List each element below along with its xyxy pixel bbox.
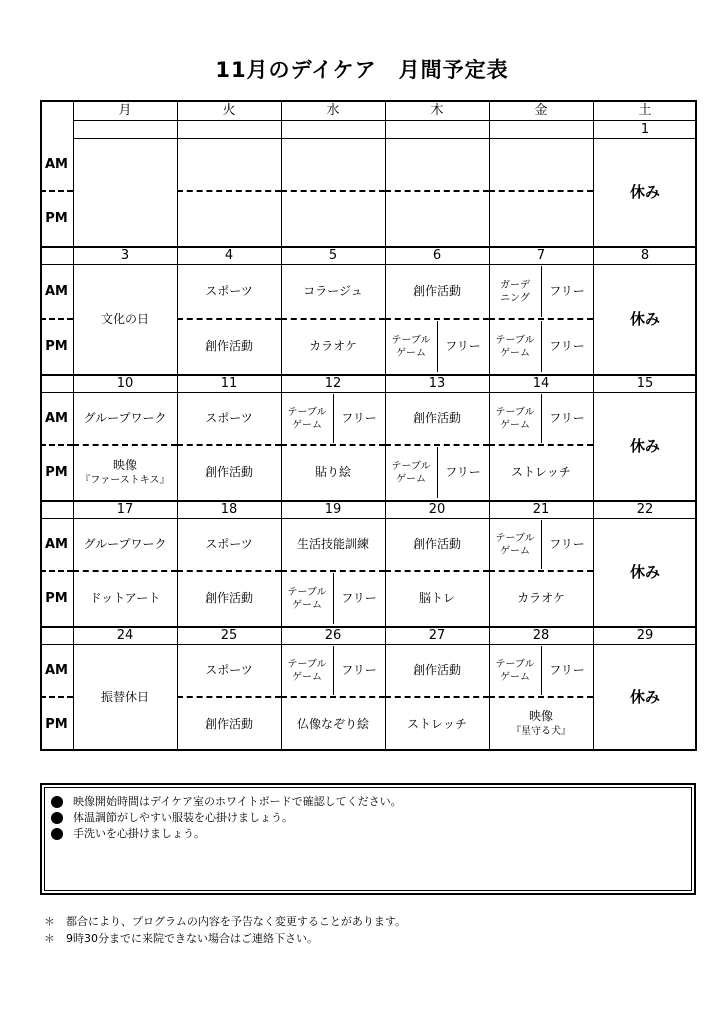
split-line [333,646,334,695]
activity-pm: カラオケ [309,339,357,353]
am-pm-divider [40,570,73,572]
day-cell [73,138,177,246]
movie-title: 『星守る犬』 [511,726,571,737]
date-label: 25 [220,627,238,643]
date-label: 5 [328,247,338,263]
activity-pm: 創作活動 [204,716,253,731]
calendar-table [40,100,697,751]
activity-am: スポーツ [205,411,253,425]
am-label: AM [45,663,68,678]
activity-am [385,138,489,191]
note-text: 手洗いを心掛けましょう。 [73,827,205,840]
activity-pm: 脳トレ [418,591,455,605]
split-line [541,321,542,372]
activity-am: 創作活動 [412,537,461,551]
date-label: 1 [640,121,650,137]
note-item [49,826,687,842]
footer-line [44,930,406,947]
activity-am: スポーツ [205,284,253,298]
footer-text: 都合により、プログラムの内容を予告なく変更することがあります。 [66,915,407,928]
asterisk-mark: ＊ [44,932,55,945]
activity-pm: 貼り絵 [314,465,351,479]
day-cell: 休み [629,436,660,455]
am-label: AM [45,537,68,552]
date-label: 20 [428,501,446,517]
split-line [333,394,334,443]
bullet-icon [51,812,63,824]
pm-label: PM [45,465,68,480]
date-label: 29 [636,627,654,643]
footer-line [44,913,406,930]
activity-pm-left: テーブル ゲーム [391,460,431,485]
weekday-header: 土 [638,102,652,118]
activity-am: 創作活動 [412,663,461,677]
activity-am: 生活技能訓練 [296,537,369,551]
activity-am: 創作活動 [412,284,461,298]
activity-am: スポーツ [205,663,253,677]
movie-label: 映像 [112,457,137,472]
am-label: AM [45,411,68,426]
date-label [73,120,177,138]
date-label: 18 [220,501,238,517]
movie-title: 『ファーストキス』 [80,474,170,486]
bullet-icon [51,796,63,808]
activity-pm-right: フリー [341,591,377,605]
date-label: 7 [536,247,546,263]
date-label: 8 [640,247,650,263]
pm-label: PM [45,211,68,226]
activity-pm-right: フリー [445,339,481,353]
weekday-header: 水 [326,102,340,118]
am-pm-divider [40,444,73,446]
split-line [541,520,542,569]
split-line [333,573,334,624]
activity-pm: カラオケ [517,591,565,605]
pm-label: PM [45,716,68,732]
note-text: 映像開始時間はデイケア室のホワイトボードで確認してください。 [73,795,402,808]
notes-box [40,783,696,895]
activity-pm: 仏像なぞり絵 [296,716,369,731]
note-item [49,794,687,810]
activity-am: スポーツ [205,537,253,551]
pm-label: PM [45,339,68,354]
activity-pm [489,191,593,246]
date-label: 28 [532,627,550,643]
day-cell: 振替休日 [100,690,149,704]
weekday-header: 金 [534,102,548,118]
activity-am-right: フリー [549,663,585,677]
activity-am-right: フリー [341,663,377,677]
activity-am-left: テーブル ゲーム [287,406,327,431]
split-line [437,321,438,372]
activity-am-right: フリー [341,411,377,425]
activity-pm-left: テーブル ゲーム [391,334,431,359]
day-cell: 休み [629,182,660,201]
activity-pm [177,191,281,246]
activity-am-left: テーブル ゲーム [287,658,327,683]
note-text: 体温調節がしやすい服装を心掛けましょう。 [73,811,293,824]
date-label: 21 [532,501,550,517]
day-cell: 休み [629,309,660,328]
activity-am: グループワーク [83,537,167,551]
activity-am [281,138,385,191]
bullet-icon [51,828,63,840]
activity-am-right: フリー [549,411,585,425]
activity-pm [281,191,385,246]
activity-pm: ストレッチ [511,465,571,479]
activity-pm-right: フリー [549,339,585,353]
activity-am-right: フリー [549,537,585,551]
page-title: 11月のデイケア 月間予定表 [215,58,509,82]
date-label: 14 [532,375,550,391]
activity-am: 創作活動 [412,411,461,425]
split-line [437,447,438,498]
weekday-header: 月 [118,102,132,118]
date-label: 22 [636,501,654,517]
date-label [177,120,281,138]
activity-pm-right: フリー [445,465,481,479]
footer-text: 9時30分までに来院できない場合はご連絡下さい。 [66,932,318,945]
date-label: 10 [116,375,134,391]
activity-am: コラージュ [303,284,363,298]
date-label: 12 [324,375,342,391]
footer-notes [44,913,406,947]
am-label: AM [45,284,68,299]
activity-pm: ドットアート [89,591,161,605]
activity-am-left: テーブル ゲーム [495,532,535,557]
weekday-header: 木 [430,102,444,118]
pm-label: PM [45,591,68,606]
activity-am-left: ガーデ ニング [500,279,530,304]
activity-pm-left: テーブル ゲーム [495,334,535,359]
date-label [281,120,385,138]
day-cell: 休み [629,688,660,706]
am-pm-divider [40,190,73,192]
am-pm-divider [40,696,73,698]
activity-am-left: テーブル ゲーム [495,406,535,431]
date-label: 19 [324,501,342,517]
activity-pm [385,191,489,246]
weekday-header: 火 [222,102,236,118]
activity-am: グループワーク [83,411,167,425]
activity-pm: 創作活動 [204,339,253,353]
date-label: 6 [432,247,442,263]
activity-pm: 創作活動 [204,591,253,605]
date-label: 3 [120,247,130,263]
date-label [489,120,593,138]
split-line [541,266,542,317]
date-label: 26 [324,627,342,643]
date-label: 27 [428,627,446,643]
date-label: 4 [224,247,234,263]
activity-pm-left: テーブル ゲーム [287,586,327,611]
day-cell: 文化の日 [100,311,149,326]
activity-pm [73,445,177,500]
date-label: 17 [116,501,134,517]
date-label: 11 [220,375,238,391]
am-pm-divider [40,318,73,320]
activity-am [489,138,593,191]
activity-pm: 創作活動 [204,465,253,479]
date-label: 13 [428,375,446,391]
date-label: 24 [116,627,134,643]
date-label: 15 [636,375,654,391]
note-item [49,810,687,826]
activity-am-left: テーブル ゲーム [495,658,535,683]
split-line [541,646,542,695]
asterisk-mark: ＊ [44,915,55,928]
am-label: AM [45,157,68,172]
split-line [541,394,542,443]
activity-am-right: フリー [549,284,585,298]
activity-pm [489,697,593,751]
day-cell: 休み [629,562,660,581]
movie-label: 映像 [528,709,553,723]
activity-am [177,138,281,191]
activity-pm: ストレッチ [407,716,467,731]
date-label [385,120,489,138]
